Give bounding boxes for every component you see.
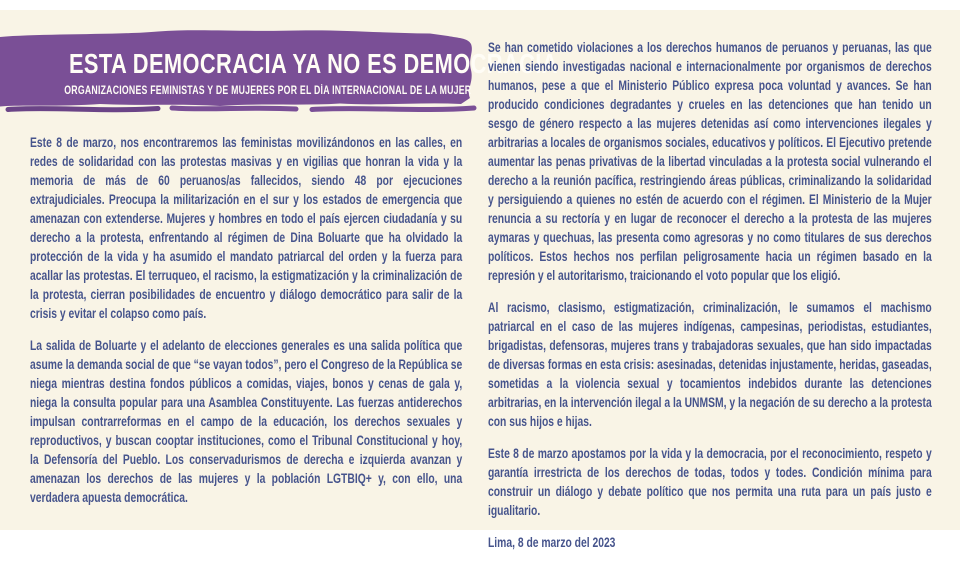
right-column: [488, 38, 932, 565]
statement-title: ESTA DEMOCRACIA YA NO ES DEMOCRACIA: [68, 48, 558, 79]
right-paragraph-2: Al racismo, clasismo, estigmatización, criminalización, le sumamos el machismo patriarcal en el caso de las mujeres indígenas, campesinas, periodistas, estudiantes, brigadistas, defensoras, mujeres trans y trabajadoras sexuales, que han sido impactadas de diversas formas en esta crisis: asesinadas, detenidas injustamente, heridas, gaseadas, sometidas a la violencia sexual y tocamientos indebidos durante las detenciones arbitrarias, en la intervención ilegal a la UNMSM, y la negación de su derecho a la protesta con sus hijos e hijas.: [488, 300, 932, 429]
statement-subtitle: ORGANIZACIONES FEMINISTAS Y DE MUJERES POR EL DÍA INTERNACIONAL DE LA MUJER: [64, 85, 472, 97]
left-column: [30, 133, 462, 520]
right-paragraph-3: Este 8 de marzo apostamos por la vida y la democracia, por el reconocimiento, respeto y garantía irrestricta de los derechos de todas, todos y todes. Condición mínima para construir un diálogo y debate político que nos permita una ruta para un país justo e igualitario.: [488, 446, 932, 518]
banner-text: [0, 48, 558, 99]
dateline: Lima, 8 de marzo del 2023: [488, 535, 616, 550]
title-banner: [0, 0, 558, 124]
right-paragraph-1: Se han cometido violaciones a los derechos humanos de peruanos y peruanas, las que vienen siendo investigadas nacional e internacionalmente por organismos de derechos humanos, pese a que el Ministerio Público expresa poca voluntad y avances. Se han producido condiciones degradantes y crueles en las detenciones que han tenido un sesgo de género respecto a las mujeres detenidas así como intervenciones ilegales y arbitrarias a locales de organismos sociales, educativos y políticos. El Ejecutivo pretende aumentar las penas privativas de la libertad vinculadas a la protesta social vulnerando el derecho a la reunión pacífica, restringiendo áreas públicas, criminalizando la solidaridad y persiguiendo a quienes no estén de acuerdo con el régimen. El Ministerio de la Mujer renuncia a su rectoría y en lugar de reconocer el derecho a la protesta de las mujeres aymaras y quechuas, las presenta como agresoras y no como titulares de sus derechos políticos. Estos hechos nos perfilan peligrosamente hacia un régimen basado en la represión y el autoritarismo, traicionando el voto popular que los eligió.: [488, 40, 932, 283]
left-paragraph-2: La salida de Boluarte y el adelanto de elecciones generales es una salida política que asume la demanda social de que “se vayan todos”, pero el Congreso de la República se niega mientras destina fondos públicos a comidas, viajes, bonos y cenas de gala y, niega la consulta popular para una Asamblea Constituyente. Las fuerzas antiderechos impulsan contrarreformas en el campo de la educación, los derechos sexuales y reproductivos, y buscan cooptar instituciones, como el Tribunal Constitucional y hoy, la Defensoría del Pueblo. Los conservadurismos de derecha e izquierda avanzan y amenazan los derechos de las mujeres y la población LGTBIQ+ y, con ello, una verdadera apuesta democrática.: [30, 338, 463, 505]
left-paragraph-1: Este 8 de marzo, nos encontraremos las feministas movilizándonos en las calles, en redes de solidaridad con las protestas masivas y en vigilias que honran la vida y la memoria de más de 60 peruanos/as fallecidos, siendo 48 por ejecuciones extrajudiciales. Preocupa la militarización en el sur y los estados de emergencia que amenazan con extenderse. Mujeres y hombres en todo el país ejercen ciudadanía y su derecho a la protesta, enfrentando al régimen de Dina Boluarte que ha olvidado la protección de la vida y ha asumido el mandato patriarcal del orden y la fuerza para acallar las protestas. El terruqueo, el racismo, la estigmatización y la criminalización de la protesta, cierran posibilidades de encuentro y diálogo democrático para salir de la crisis y evitar el colapso como país.: [30, 135, 463, 321]
